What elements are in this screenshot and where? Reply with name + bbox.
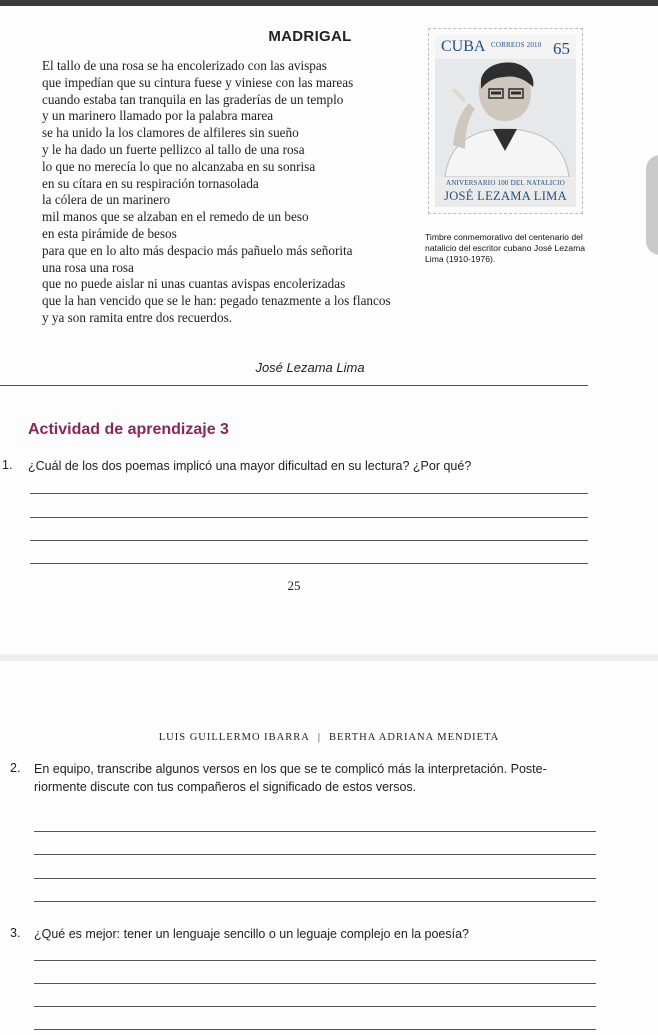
stamp-face (435, 35, 576, 207)
poem-line: la cólera de un marinero (42, 192, 171, 208)
stamp-anniversary: ANIVERSARIO 100 DEL NATALICIO (445, 179, 566, 187)
postage-stamp (428, 28, 583, 214)
poem-title: MADRIGAL (268, 28, 352, 45)
poem-body (42, 58, 482, 327)
scroll-tab[interactable] (646, 155, 658, 255)
poem-line: El tallo de una rosa se ha encolerizado con las avispas (42, 58, 327, 73)
poem-line: mil manos que se alzaban en el remedo de un beso (42, 209, 309, 225)
section-divider (0, 385, 588, 386)
answer-line[interactable] (34, 983, 596, 984)
poem-line: para que en lo alto más despacio más pañuelo más señorita (42, 242, 353, 258)
running-head-left: LUIS GUILLERMO IBARRA (158, 732, 310, 743)
portrait-illustration (435, 59, 576, 177)
poem-line: una rosa una rosa (42, 259, 134, 275)
answer-line[interactable] (34, 831, 596, 832)
poem-line: y le ha dado un fuerte pellizco al tallo de una rosa (42, 141, 305, 157)
stamp-country: CUBA (441, 38, 486, 55)
page-26 (0, 661, 658, 1035)
answer-line[interactable] (30, 563, 588, 564)
answer-line[interactable] (30, 517, 588, 518)
question-text-line: riormente discute con tus compañeros el significado de estos versos. (34, 780, 417, 794)
stamp-value: 65 (553, 39, 570, 58)
poem-line: en esta pirámide de besos (42, 225, 177, 241)
stamp-post: CORREOS 2010 (491, 41, 542, 49)
poem-line: y un marinero llamado por la palabra marea (42, 108, 274, 124)
running-head (0, 732, 658, 743)
poem-line: se ha unido la los clamores de alfileres sin sueño (42, 125, 299, 141)
question-number: 2. (10, 761, 21, 775)
answer-line[interactable] (34, 960, 596, 961)
answer-line[interactable] (34, 1006, 596, 1007)
poem-line: lo que no merecía lo que no alcanzaba en su sonrisa (42, 158, 316, 174)
page-25 (0, 6, 658, 654)
answer-line[interactable] (34, 854, 596, 855)
poem-author: José Lezama Lima (255, 360, 365, 375)
question-text-line: En equipo, transcribe algunos versos en los que se te complicó más la interpretación. Poste- (34, 762, 547, 776)
poem-line: que no puede aislar ni unas cuantas avispas encolerizadas (42, 276, 346, 292)
question-number: 1. (2, 458, 13, 472)
page-number: 25 (287, 578, 301, 593)
running-head-right: BERTHA ADRIANA MENDIETA (328, 732, 500, 743)
poem-line: en su cítara en su respiración tornasolada (42, 175, 259, 191)
question-text: ¿Qué es mejor: tener un lenguaje sencillo o un leguaje complejo en la poesía? (34, 927, 469, 941)
question-number: 3. (10, 926, 21, 940)
answer-line[interactable] (34, 1029, 596, 1030)
poem-line: que impedían que su cintura fuese y viniese con las mareas (42, 74, 354, 90)
answer-line[interactable] (30, 540, 588, 541)
answer-line[interactable] (34, 878, 596, 879)
stamp-name: JOSÉ LEZAMA LIMA (444, 189, 567, 203)
question-text: ¿Cuál de los dos poemas implicó una mayor dificultad en su lectura? ¿Por qué? (28, 459, 472, 473)
running-head-separator: | (317, 732, 321, 743)
question-text (34, 760, 634, 796)
poem-line: que la han vencido que se le han: pegado tenazmente a los flancos (42, 293, 391, 309)
stamp-caption: Timbre conmemorativo del centenario del natalicio del escritor cubano José Lezama Lima (1910-1976). (425, 232, 586, 264)
activity-title: Actividad de aprendizaje 3 (28, 421, 229, 438)
poem-line: y ya son ramita entre dos recuerdos. (42, 309, 233, 325)
answer-line[interactable] (34, 901, 596, 902)
poem-line: cuando estaba tan tranquila en las graderías de un templo (42, 91, 344, 107)
answer-line[interactable] (30, 493, 588, 494)
